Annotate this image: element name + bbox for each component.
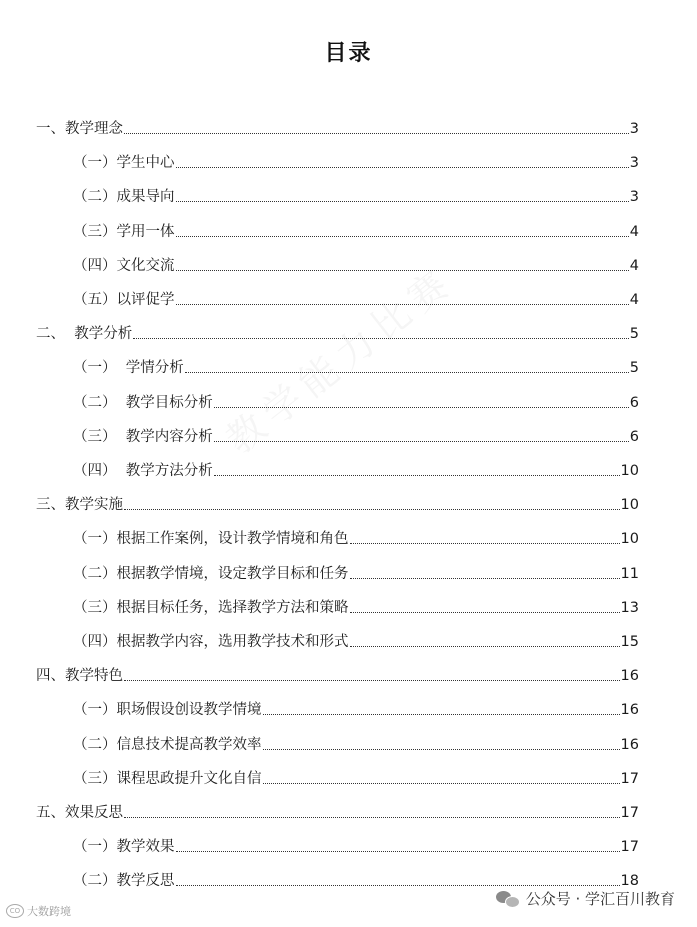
toc-entry-label: （五）以评促学 [73,292,175,308]
toc-entry[interactable] [73,422,639,446]
toc-dot-leader [263,714,620,715]
source-text: 大数跨境 [27,905,71,918]
toc-dot-leader [214,475,620,476]
toc-entry-page: 17 [620,770,639,787]
toc-dot-leader [124,680,620,681]
toc-dot-leader [176,304,629,305]
toc-entry-page: 13 [620,599,639,616]
toc-entry-page: 5 [629,326,639,343]
toc-entry[interactable] [73,148,639,172]
toc-entry-page: 3 [629,155,639,172]
toc-entry-label: （四）根据教学内容，选用教学技术和形式 [73,634,349,650]
toc-entry-page: 6 [629,428,639,445]
toc-entry-page: 17 [620,805,639,821]
toc-entry-label: （二） 教学目标分析 [73,394,213,411]
toc-entry-label: 三、教学实施 [36,497,123,514]
toc-entry[interactable] [73,217,639,241]
toc-entry-label: （三） 教学内容分析 [73,428,213,445]
toc-entry[interactable] [73,353,639,377]
toc-entry[interactable] [73,695,639,719]
toc-dot-leader [185,372,629,373]
toc-entry[interactable] [36,114,639,138]
toc-entry[interactable] [73,388,639,412]
source-logo-icon: CO [6,904,24,918]
toc-dot-leader [176,201,629,202]
toc-entry-page: 15 [620,634,639,650]
toc-entry-label: 二、 教学分析 [36,326,133,343]
toc-entry-label: （一）根据工作案例，设计教学情境和角色 [73,531,349,548]
toc-dot-leader [263,783,620,784]
toc-entry-page: 16 [620,702,639,719]
toc-dot-leader [124,817,620,818]
toc-entry-label: （一）教学效果 [73,839,175,856]
toc-entry-label: （四）文化交流 [73,257,175,274]
toc-entry-label: （二）根据教学情境，设定教学目标和任务 [73,565,349,582]
toc-entry-page: 10 [620,463,639,479]
toc-entry-page: 6 [629,394,639,411]
toc-entry[interactable] [36,490,639,514]
toc-entry-page: 4 [629,257,639,274]
toc-entry-page: 16 [620,736,639,753]
toc-entry[interactable] [73,251,639,275]
toc-entry-label: （一）学生中心 [73,155,175,172]
toc-entry[interactable] [73,182,639,206]
toc-dot-leader [214,407,629,408]
toc-dot-leader [350,646,620,647]
toc-entry-page: 11 [620,565,639,582]
toc-entry[interactable] [36,319,639,343]
toc-dot-leader [350,543,620,544]
toc-entry[interactable] [73,832,639,856]
toc-entry[interactable] [73,559,639,583]
toc-entry[interactable] [73,730,639,754]
toc-entry-page: 3 [629,189,639,206]
toc-dot-leader [350,578,620,579]
toc-dot-leader [214,441,629,442]
toc-entry-label: 四、教学特色 [36,668,123,685]
toc-entry-page: 10 [620,497,639,514]
toc-entry-label: （三）课程思政提升文化自信 [73,770,262,787]
wechat-icon [496,889,520,909]
toc-entry-page: 10 [620,531,639,548]
toc-dot-leader [176,236,629,237]
toc-dot-leader [133,338,629,339]
toc-entry-label: 五、效果反思 [36,805,123,821]
toc-dot-leader [124,509,620,510]
toc-entry[interactable] [73,593,639,617]
toc-dot-leader [124,133,629,134]
toc-dot-leader [176,167,629,168]
toc-entry[interactable] [73,627,639,651]
toc-entry-page: 18 [620,873,639,890]
footer-source [6,903,71,919]
toc-entry[interactable] [73,764,639,788]
page-title: 目录 [324,41,373,66]
toc-entry-label: （二）教学反思 [73,873,175,890]
toc-entry[interactable] [73,524,639,548]
toc-entry-page: 17 [620,839,639,856]
toc-entry-page: 4 [629,223,639,240]
toc-entry-page: 3 [629,121,639,137]
footer-account [496,888,675,909]
account-text: 公众号 · 学汇百川教育 [525,890,675,908]
toc-dot-leader [350,612,620,613]
toc-entry-label: （二）信息技术提高教学效率 [73,736,262,753]
toc-entry-page: 16 [620,668,639,685]
watermark: 教学能力比赛 [217,257,463,463]
toc-entry-label: 一、教学理念 [36,121,123,137]
toc-entry-label: （二）成果导向 [73,189,175,206]
toc-entry-page: 5 [629,360,639,377]
toc-dot-leader [176,885,620,886]
toc-dot-leader [176,270,629,271]
toc-entry-label: （三）根据目标任务，选择教学方法和策略 [73,599,349,616]
toc-dot-leader [263,749,620,750]
toc-dot-leader [176,851,620,852]
toc-entry-page: 4 [629,292,639,308]
toc-entry[interactable] [73,285,639,309]
toc-entry[interactable] [36,661,639,685]
toc-entry[interactable] [73,456,639,480]
toc-entry-label: （一） 学情分析 [73,360,184,377]
toc-entry-label: （四） 教学方法分析 [73,463,213,479]
toc-entry-label: （一）职场假设创设教学情境 [73,702,262,719]
toc-entry[interactable] [73,866,639,890]
toc-entry[interactable] [36,798,639,822]
toc-entry-label: （三）学用一体 [73,223,175,240]
